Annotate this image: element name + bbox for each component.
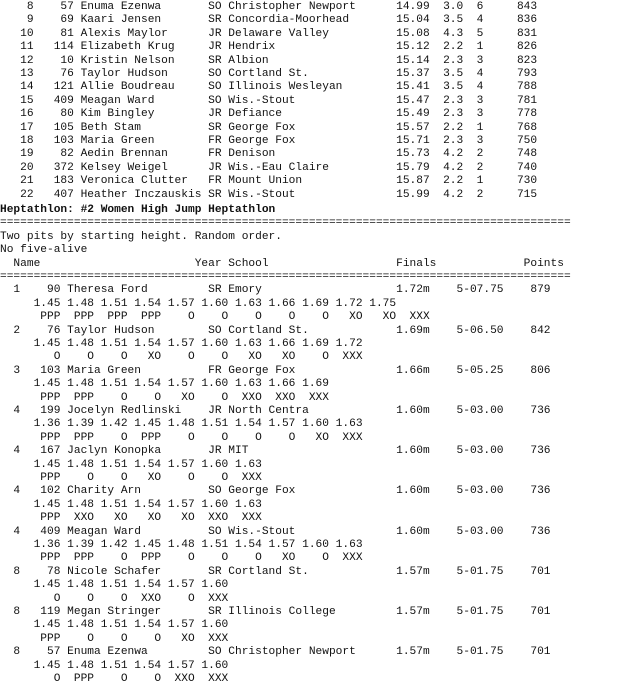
bar-heights-row: 1.36 1.39 1.42 1.45 1.48 1.51 1.54 1.57 1.60 1.63 — [0, 539, 363, 551]
attempt-marks-row: O O O XXO O XXX — [0, 592, 229, 605]
attempt-marks-row: PPP XXO XO XO XO XXO XXX — [0, 512, 262, 525]
athlete-result-row: 4 167 Jaclyn Konopka JR MIT 1.60m 5-03.00 736 — [0, 445, 551, 458]
attempt-marks-row: O O O XO O O XO XO O XXX — [0, 351, 363, 364]
bar-heights-row: 1.45 1.48 1.51 1.54 1.57 1.60 1.63 1.66 1.69 1.72 — [0, 338, 363, 350]
event-note: No five-alive — [0, 244, 88, 257]
athlete-result-row: 1 90 Theresa Ford SR Emory 1.72m 5-07.75 879 — [0, 284, 551, 297]
result-row: 22 407 Heather Inczauskis SR Wis.-Stout 15.99 4.2 2 715 — [0, 188, 538, 201]
athlete-result-row: 8 78 Nicole Schafer SR Cortland St. 1.57m 5-01.75 701 — [0, 565, 551, 578]
athlete-result-row: 4 199 Jocelyn Redlinski JR North Centra 1.60m 5-03.00 736 — [0, 405, 551, 417]
result-row: 12 10 Kristin Nelson SR Albion 15.14 2.3 3 823 — [0, 54, 538, 67]
bar-heights-row: 1.45 1.48 1.51 1.54 1.57 1.60 1.63 1.66 1.69 — [0, 378, 329, 391]
attempt-marks-row: PPP O O O XO XXX — [0, 632, 229, 645]
result-row: 18 103 Maria Green FR George Fox 15.71 2.3 3 750 — [0, 135, 538, 147]
athlete-result-row: 3 103 Maria Green FR George Fox 1.66m 5-05.25 806 — [0, 364, 551, 377]
result-row: 17 105 Beth Stam SR George Fox 15.57 2.2 1 768 — [0, 121, 538, 134]
bar-heights-row: 1.45 1.48 1.51 1.54 1.57 1.60 — [0, 659, 229, 672]
bar-heights-row: 1.45 1.48 1.51 1.54 1.57 1.60 — [0, 619, 229, 632]
result-row: 21 183 Veronica Clutter FR Mount Union 15.87 2.2 1 730 — [0, 175, 538, 188]
attempt-marks-row: PPP PPP PPP PPP O O O O O XO XO XXX — [0, 311, 430, 324]
bar-heights-row: 1.45 1.48 1.51 1.54 1.57 1.60 1.63 — [0, 458, 262, 471]
bar-heights-row: 1.45 1.48 1.51 1.54 1.57 1.60 — [0, 579, 229, 592]
bar-heights-row: 1.45 1.48 1.51 1.54 1.57 1.60 1.63 1.66 1.69 1.72 1.75 — [0, 297, 397, 310]
rule-line: ===================================================================================== — [0, 271, 571, 283]
athlete-result-row: 8 119 Megan Stringer SR Illinois College 1.57m 5-01.75 701 — [0, 606, 551, 618]
result-row: 20 372 Kelsey Weigel JR Wis.-Eau Claire 15.79 4.2 2 740 — [0, 161, 538, 174]
result-row: 10 81 Alexis Maylor JR Delaware Valley 15.08 4.3 5 831 — [0, 27, 538, 40]
rule-line: ===================================================================================== — [0, 217, 571, 230]
athlete-result-row: 4 102 Charity Arn SO George Fox 1.60m 5-03.00 736 — [0, 485, 551, 498]
result-row: 14 121 Allie Boudreau SO Illinois Wesleyan 15.41 3.5 4 788 — [0, 81, 538, 94]
column-header: Name Year School Finals Points — [0, 257, 564, 270]
event-title: Heptathlon: #2 Women High Jump Heptathlon — [0, 204, 276, 216]
result-row: 11 114 Elizabeth Krug JR Hendrix 15.12 2.2 1 826 — [0, 41, 538, 54]
attempt-marks-row: PPP PPP O PPP O O O XO O XXX — [0, 552, 363, 565]
attempt-marks-row: PPP O O XO O O XXX — [0, 472, 262, 484]
attempt-marks-row: PPP PPP O PPP O O O O XO XXX — [0, 431, 363, 444]
bar-heights-row: 1.36 1.39 1.42 1.45 1.48 1.51 1.54 1.57 1.60 1.63 — [0, 418, 363, 431]
result-row: 13 76 Taylor Hudson SO Cortland St. 15.37 3.5 4 793 — [0, 68, 538, 80]
result-row: 8 57 Enuma Ezenwa SO Christopher Newport 14.99 3.0 6 843 — [0, 1, 538, 13]
result-row: 15 409 Meagan Ward SO Wis.-Stout 15.47 2.3 3 781 — [0, 94, 538, 107]
athlete-result-row: 2 76 Taylor Hudson SO Cortland St. 1.69m 5-06.50 842 — [0, 324, 551, 337]
result-row: 19 82 Aedin Brennan FR Denison 15.73 4.2 2 748 — [0, 148, 538, 161]
bar-heights-row: 1.45 1.48 1.51 1.54 1.57 1.60 1.63 — [0, 498, 262, 511]
athlete-result-row: 8 57 Enuma Ezenwa SO Christopher Newport 1.57m 5-01.75 701 — [0, 646, 551, 659]
attempt-marks-row: O PPP O O XXO XXX — [0, 673, 229, 685]
event-note: Two pits by starting height. Random order. — [0, 230, 282, 243]
result-row: 16 80 Kim Bingley JR Defiance 15.49 2.3 3 778 — [0, 108, 538, 121]
attempt-marks-row: PPP PPP O O XO O XXO XXO XXX — [0, 391, 329, 404]
result-row: 9 69 Kaari Jensen SR Concordia-Moorhead 15.04 3.5 4 836 — [0, 14, 538, 27]
athlete-result-row: 4 409 Meagan Ward SO Wis.-Stout 1.60m 5-03.00 736 — [0, 525, 551, 538]
